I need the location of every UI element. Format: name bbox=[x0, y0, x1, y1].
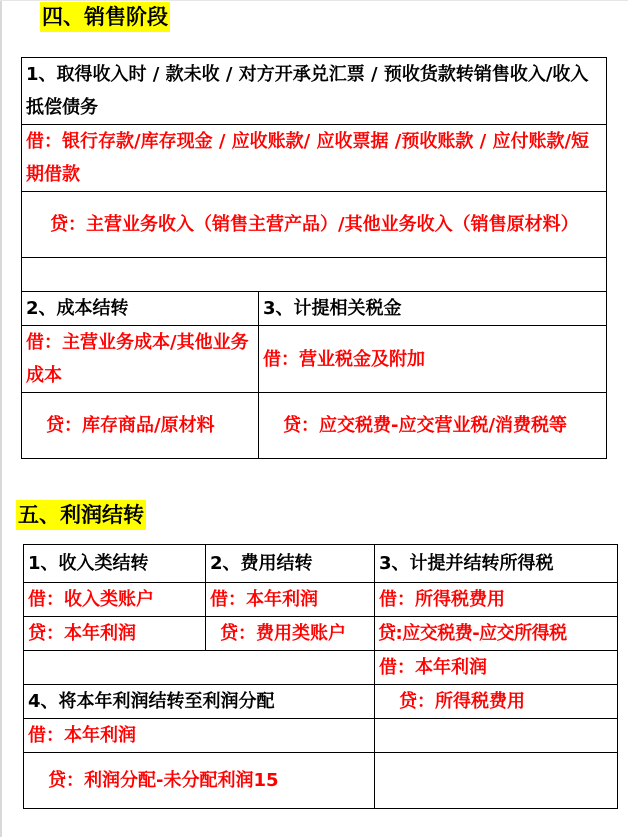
profit-distribution-credit: 贷：利润分配-未分配利润15 bbox=[24, 753, 375, 809]
income-credit-entry: 贷：主营业务收入（销售主营产品）/其他业务收入（销售原材料） bbox=[22, 192, 607, 258]
expense-transfer-header: 2、费用结转 bbox=[206, 545, 375, 583]
tax-close-credit: 贷：所得税费用 bbox=[375, 685, 618, 719]
empty-row bbox=[22, 258, 607, 292]
income-transfer-debit: 借：收入类账户 bbox=[24, 583, 206, 617]
expense-transfer-debit: 借：本年利润 bbox=[206, 583, 375, 617]
income-transfer-header: 1、收入类结转 bbox=[24, 545, 206, 583]
page-left-border bbox=[0, 0, 2, 837]
tax-debit-entry: 借：营业税金及附加 bbox=[259, 326, 607, 393]
income-recognition-header: 1、取得收入时 / 款未收 / 对方开承兑汇票 / 预收货款转销售收入/收入抵偿债务 bbox=[22, 58, 607, 125]
section5-title: 五、利润结转 bbox=[16, 500, 146, 530]
income-debit-entry: 借：银行存款/库存现金 / 应收账款/ 应收票据 /预收账款 / 应付账款/短期借款 bbox=[22, 125, 607, 192]
profit-transfer-table bbox=[23, 544, 618, 809]
cost-transfer-header: 2、成本结转 bbox=[22, 292, 259, 326]
section4-title: 四、销售阶段 bbox=[40, 2, 170, 32]
profit-distribution-header: 4、将本年利润结转至利润分配 bbox=[24, 685, 375, 719]
page-top-border bbox=[0, 0, 628, 1]
tax-accrual-header: 3、计提相关税金 bbox=[259, 292, 607, 326]
expense-transfer-credit: 贷：费用类账户 bbox=[206, 617, 375, 651]
tax-close-debit: 借：本年利润 bbox=[375, 651, 618, 685]
empty-cell bbox=[375, 753, 618, 809]
income-tax-credit: 贷:应交税费-应交所得税 bbox=[375, 617, 618, 651]
profit-distribution-debit: 借：本年利润 bbox=[24, 719, 375, 753]
tax-credit-entry: 贷：应交税费-应交营业税/消费税等 bbox=[259, 393, 607, 459]
empty-cell bbox=[375, 719, 618, 753]
income-transfer-credit: 贷：本年利润 bbox=[24, 617, 206, 651]
income-tax-header: 3、计提并结转所得税 bbox=[375, 545, 618, 583]
empty-cell bbox=[24, 651, 375, 685]
cost-debit-entry: 借：主营业务成本/其他业务成本 bbox=[22, 326, 259, 393]
cost-credit-entry: 贷：库存商品/原材料 bbox=[22, 393, 259, 459]
income-tax-debit: 借：所得税费用 bbox=[375, 583, 618, 617]
sales-stage-table bbox=[21, 57, 607, 459]
